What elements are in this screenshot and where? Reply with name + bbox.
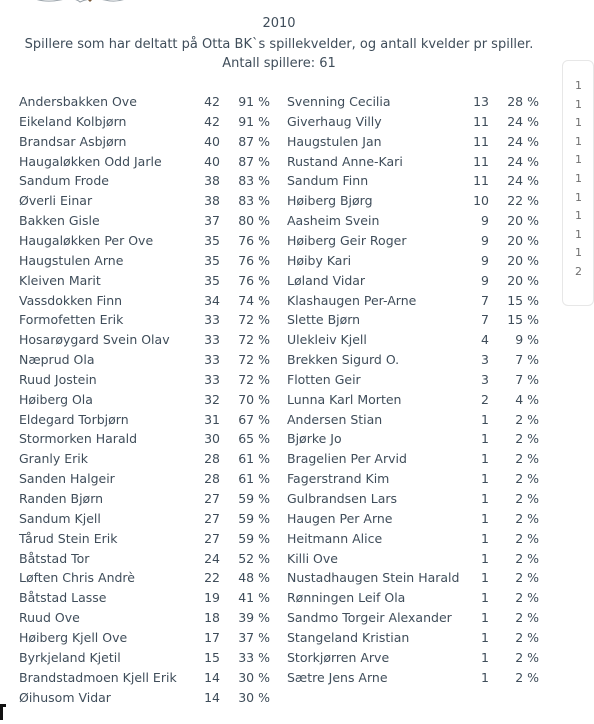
table-row [0, 690, 558, 710]
evening-count: 1 [481, 471, 489, 487]
player-name: Eikeland Kolbjørn [19, 113, 127, 129]
evening-count: 3 [481, 352, 489, 368]
attendance-percent: 15 % [507, 312, 539, 328]
attendance-percent: 2 % [515, 510, 539, 526]
attendance-percent: 20 % [507, 272, 539, 288]
attendance-percent: 4 % [515, 391, 539, 407]
attendance-percent: 2 % [515, 570, 539, 586]
player-name: Sandum Frode [19, 173, 109, 189]
attendance-percent: 59 % [238, 510, 270, 526]
player-name: Båtstad Lasse [19, 590, 107, 606]
evening-count: 11 [473, 153, 489, 169]
player-name: Sanden Halgeir [19, 471, 115, 487]
attendance-percent: 67 % [238, 411, 270, 427]
evening-count: 18 [204, 610, 220, 626]
attendance-percent: 72 % [238, 371, 270, 387]
table-row [0, 332, 558, 352]
evening-count: 33 [204, 312, 220, 328]
attendance-percent: 61 % [238, 471, 270, 487]
attendance-percent: 76 % [238, 272, 270, 288]
player-name: Flotten Geir [287, 371, 361, 387]
side-panel-value: 1 [575, 97, 582, 111]
table-row [0, 352, 558, 372]
attendance-percent: 61 % [238, 451, 270, 467]
table-row [0, 590, 558, 610]
evening-count: 35 [204, 252, 220, 268]
attendance-percent: 2 % [515, 431, 539, 447]
evening-count: 1 [481, 550, 489, 566]
table-row [0, 154, 558, 174]
attendance-percent: 20 % [507, 232, 539, 248]
table-row [0, 213, 558, 233]
attendance-percent: 2 % [515, 649, 539, 665]
evening-count: 31 [204, 411, 220, 427]
player-name: Aasheim Svein [287, 213, 380, 229]
player-name: Sandum Kjell [19, 510, 101, 526]
evening-count: 14 [204, 689, 220, 705]
player-name: Storkjørren Arve [287, 649, 390, 665]
evening-count: 1 [481, 669, 489, 685]
player-name: Randen Bjørn [19, 491, 104, 506]
attendance-percent: 52 % [238, 550, 270, 566]
attendance-percent: 37 % [238, 629, 270, 645]
evening-count: 4 [481, 332, 489, 348]
evening-count: 27 [204, 530, 220, 546]
evening-count: 1 [481, 431, 489, 447]
attendance-percent: 72 % [238, 312, 270, 328]
player-name: Vassdokken Finn [19, 292, 123, 308]
attendance-percent: 76 % [238, 252, 270, 268]
side-panel-value: 1 [575, 134, 582, 148]
evening-count: 35 [204, 232, 220, 248]
table-row [0, 511, 558, 531]
side-panel-value: 1 [575, 153, 582, 167]
side-panel-value: 2 [575, 265, 582, 278]
evening-count: 1 [481, 610, 489, 626]
evening-count: 9 [481, 272, 489, 288]
player-name: Brandsar Asbjørn [19, 133, 127, 149]
player-name: Klashaugen Per-Arne [287, 292, 417, 308]
attendance-percent: 83 % [238, 193, 270, 209]
evening-count: 22 [204, 570, 220, 586]
player-name: Andersen Stian [287, 411, 383, 427]
attendance-percent: 24 % [507, 133, 539, 149]
attendance-percent: 72 % [238, 332, 270, 348]
player-count: Antall spillere: 61 [222, 56, 336, 71]
attendance-percent: 24 % [507, 113, 539, 129]
player-name: Slette Bjørn [287, 312, 361, 328]
side-panel-value: 1 [575, 116, 582, 130]
attendance-percent: 15 % [507, 292, 539, 308]
table-row [0, 650, 558, 670]
evening-count: 2 [481, 391, 489, 407]
evening-count: 1 [481, 590, 489, 606]
evening-count: 24 [204, 550, 220, 566]
attendance-percent: 2 % [515, 471, 539, 487]
player-name: Sandum Finn [287, 173, 369, 189]
evening-count: 15 [204, 649, 220, 665]
player-name: Andersbakken Ove [19, 94, 137, 109]
player-name: Bakken Gisle [19, 213, 100, 229]
player-name: Haugstulen Jan [287, 133, 382, 149]
evening-count: 3 [481, 371, 489, 387]
player-name: Høiberg Ola [19, 391, 93, 407]
player-name: Sandmo Torgeir Alexander [287, 610, 452, 626]
evening-count: 17 [204, 629, 220, 645]
attendance-percent: 2 % [515, 411, 539, 427]
player-name: Haugaløkken Odd Jarle [19, 153, 162, 169]
player-name: Kleiven Marit [19, 272, 101, 288]
side-panel-value: 1 [575, 227, 582, 241]
attendance-percent: 30 % [238, 689, 270, 705]
player-name: Rønningen Leif Ola [287, 590, 406, 606]
table-row [0, 570, 558, 590]
attendance-percent: 22 % [507, 193, 539, 209]
attendance-percent: 87 % [238, 133, 270, 149]
table-row [0, 491, 558, 511]
attendance-percent: 2 % [515, 451, 539, 467]
player-name: Rustand Anne-Kari [287, 153, 403, 169]
table-row [0, 471, 558, 491]
table-row [0, 134, 558, 154]
player-name: Øverli Einar [19, 193, 93, 209]
player-name: Brekken Sigurd O. [287, 352, 400, 368]
attendance-percent: 91 % [238, 94, 270, 109]
attendance-percent: 59 % [238, 491, 270, 506]
evening-count: 32 [204, 391, 220, 407]
evening-count: 37 [204, 213, 220, 229]
player-name: Granly Erik [19, 451, 89, 467]
table-row [0, 233, 558, 253]
evening-count: 11 [473, 113, 489, 129]
table-row [0, 431, 558, 451]
attendance-percent: 9 % [515, 332, 539, 348]
attendance-percent: 20 % [507, 213, 539, 229]
player-name: Høiberg Kjell Ove [19, 629, 128, 645]
evening-count: 1 [481, 491, 489, 506]
evening-count: 38 [204, 193, 220, 209]
player-name: Næprud Ola [19, 352, 95, 368]
player-name: Haugaløkken Per Ove [19, 232, 154, 248]
player-name: Heitmann Alice [287, 530, 383, 546]
player-name: Bjørke Jo [287, 431, 342, 447]
evening-count: 30 [204, 431, 220, 447]
attendance-percent: 87 % [238, 153, 270, 169]
table-row [0, 412, 558, 432]
attendance-percent: 65 % [238, 431, 270, 447]
player-name: Byrkjeland Kjetil [19, 649, 121, 665]
player-name: Stormorken Harald [19, 431, 138, 447]
table-row [0, 114, 558, 134]
evening-count: 10 [473, 193, 489, 209]
player-name: Eldegard Torbjørn [19, 411, 129, 427]
attendance-percent: 59 % [238, 530, 270, 546]
table-row [0, 392, 558, 412]
evening-count: 9 [481, 213, 489, 229]
attendance-percent: 24 % [507, 153, 539, 169]
evening-count: 34 [204, 292, 220, 308]
table-row [0, 670, 558, 690]
side-panel-value: 1 [575, 79, 582, 92]
table-row [0, 531, 558, 551]
attendance-percent: 7 % [515, 352, 539, 368]
attendance-percent: 20 % [507, 252, 539, 268]
player-name: Bragelien Per Arvid [287, 451, 407, 467]
table-row [0, 293, 558, 313]
player-name: Ruud Ove [19, 610, 80, 626]
table-row [0, 193, 558, 213]
table-row [0, 551, 558, 571]
evening-count: 11 [473, 133, 489, 149]
evening-count: 7 [481, 312, 489, 328]
attendance-percent: 80 % [238, 213, 270, 229]
player-name: Hosarøygard Svein Olav [19, 332, 170, 348]
evening-count: 11 [473, 173, 489, 189]
evening-count: 27 [204, 491, 220, 506]
attendance-percent: 2 % [515, 610, 539, 626]
evening-count: 1 [481, 570, 489, 586]
attendance-percent: 2 % [515, 550, 539, 566]
attendance-percent: 39 % [238, 610, 270, 626]
table-row [0, 630, 558, 650]
table-row [0, 451, 558, 471]
player-name: Fagerstrand Kim [287, 471, 390, 487]
evening-count: 40 [204, 133, 220, 149]
table-row [0, 253, 558, 273]
player-name: Løland Vidar [287, 272, 366, 288]
side-panel-value: 1 [575, 246, 582, 260]
attendance-percent: 24 % [507, 173, 539, 189]
evening-count: 1 [481, 510, 489, 526]
attendance-percent: 2 % [515, 491, 539, 506]
evening-count: 40 [204, 153, 220, 169]
player-name: Sætre Jens Arne [287, 669, 388, 685]
evening-count: 33 [204, 371, 220, 387]
attendance-percent: 74 % [238, 292, 270, 308]
evening-count: 13 [473, 94, 489, 109]
player-name: Tårud Stein Erik [19, 530, 118, 546]
player-name: Haugen Per Arne [287, 510, 393, 526]
player-name: Brandstadmoen Kjell Erik [19, 669, 177, 685]
table-row [0, 173, 558, 193]
page-year: 2010 [262, 16, 296, 31]
attendance-percent: 30 % [238, 669, 270, 685]
table-row [0, 372, 558, 392]
evening-count: 19 [204, 590, 220, 606]
evening-count: 7 [481, 292, 489, 308]
player-name: Killi Ove [287, 550, 338, 566]
attendance-percent: 2 % [515, 629, 539, 645]
evening-count: 35 [204, 272, 220, 288]
evening-count: 42 [204, 113, 220, 129]
player-name: Båtstad Tor [19, 550, 90, 566]
side-panel-value: 1 [575, 172, 582, 185]
attendance-percent: 41 % [238, 590, 270, 606]
table-row [0, 610, 558, 630]
player-name: Haugstulen Arne [19, 252, 124, 268]
player-name: Høiberg Geir Roger [287, 232, 407, 248]
club-logo-icon [20, 0, 140, 8]
evening-count: 1 [481, 411, 489, 427]
attendance-percent: 72 % [238, 352, 270, 368]
player-name: Nustadhaugen Stein Harald [287, 570, 460, 586]
player-name: Giverhaug Villy [287, 113, 382, 129]
attendance-percent: 33 % [238, 649, 270, 665]
attendance-percent: 2 % [515, 669, 539, 685]
cursor-icon [0, 704, 6, 720]
attendance-percent: 70 % [238, 391, 270, 407]
evening-count: 38 [204, 173, 220, 189]
attendance-percent: 48 % [238, 570, 270, 586]
evening-count: 28 [204, 471, 220, 487]
attendance-percent: 83 % [238, 173, 270, 189]
player-name: Øihusom Vidar [19, 689, 111, 705]
attendance-percent: 76 % [238, 232, 270, 248]
attendance-percent: 2 % [515, 590, 539, 606]
attendance-percent: 2 % [515, 530, 539, 546]
evening-count: 1 [481, 649, 489, 665]
evening-count: 1 [481, 451, 489, 467]
evening-count: 14 [204, 669, 220, 685]
player-name: Løften Chris Andrè [19, 570, 135, 586]
table-row [0, 312, 558, 332]
side-panel [562, 60, 594, 306]
player-name: Gulbrandsen Lars [287, 491, 398, 506]
player-name: Høiby Kari [287, 252, 352, 268]
evening-count: 1 [481, 530, 489, 546]
side-panel-value: 1 [575, 190, 582, 204]
evening-count: 42 [204, 94, 220, 109]
page-description: Spillere som har deltatt på Otta BK`s spillekvelder, og antall kvelder pr spiller. [24, 37, 534, 52]
attendance-percent: 7 % [515, 371, 539, 387]
player-name: Formofetten Erik [19, 312, 124, 328]
player-name: Lunna Karl Morten [287, 391, 402, 407]
evening-count: 9 [481, 252, 489, 268]
player-name: Stangeland Kristian [287, 629, 410, 645]
side-panel-value: 1 [575, 209, 582, 223]
table-row [0, 273, 558, 293]
evening-count: 9 [481, 232, 489, 248]
evening-count: 33 [204, 352, 220, 368]
player-name: Ulekleiv Kjell [287, 332, 367, 348]
evening-count: 33 [204, 332, 220, 348]
attendance-percent: 28 % [507, 94, 539, 109]
player-name: Høiberg Bjørg [287, 193, 373, 209]
table-row [0, 94, 558, 114]
evening-count: 28 [204, 451, 220, 467]
player-name: Svenning Cecilia [287, 94, 391, 109]
evening-count: 27 [204, 510, 220, 526]
attendance-percent: 91 % [238, 113, 270, 129]
evening-count: 1 [481, 629, 489, 645]
player-name: Ruud Jostein [19, 371, 97, 387]
